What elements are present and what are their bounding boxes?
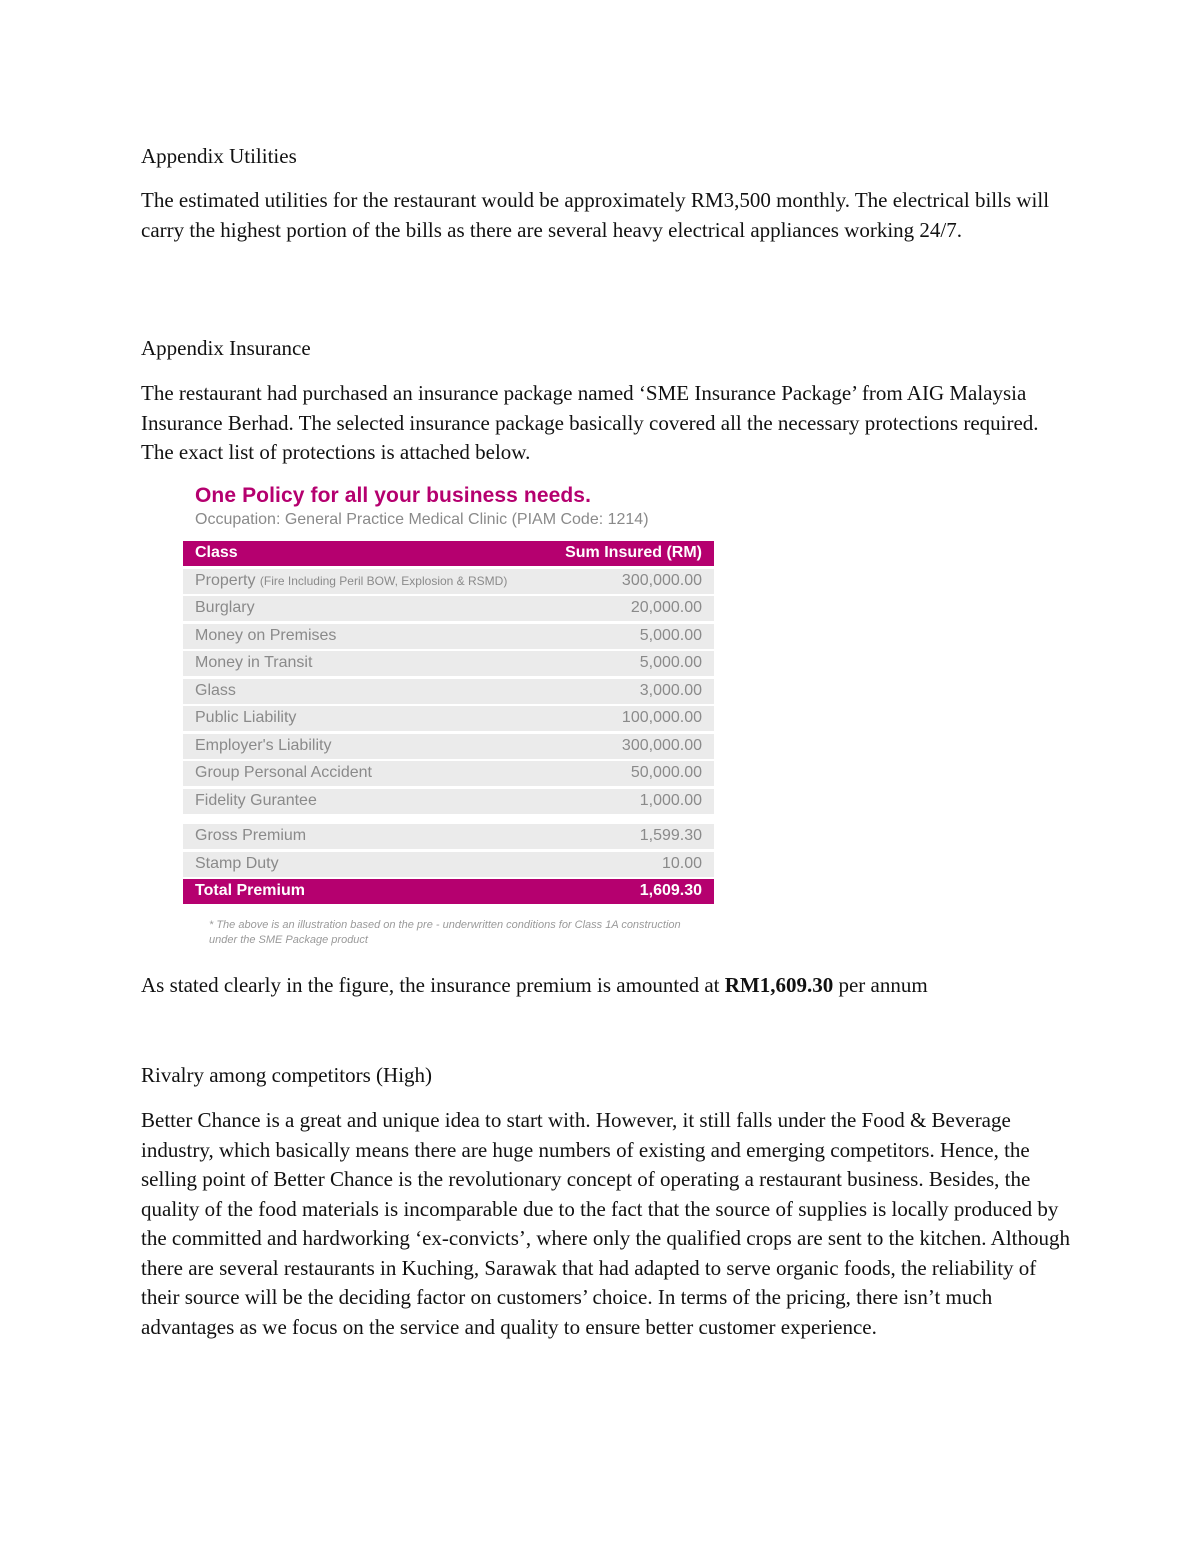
- row-label: Money on Premises: [195, 626, 337, 644]
- insurance-paragraph: The restaurant had purchased an insurance package named ‘SME Insurance Package’ from AIG Malaysia Insurance Berhad. The selected insurance package basically covered all the necessary protections required. The exact list of protections is attached below.: [141, 381, 1039, 464]
- utilities-heading: Appendix Utilities: [141, 144, 297, 168]
- row-value: 20,000.00: [630, 599, 702, 616]
- table-row: [183, 706, 714, 731]
- table-row: [183, 761, 714, 786]
- header-sum-insured: Sum Insured (RM): [565, 544, 702, 561]
- rivalry-heading: Rivalry among competitors (High): [141, 1063, 433, 1087]
- row-label: Stamp Duty: [195, 854, 279, 872]
- row-label: Fidelity Gurantee: [195, 791, 317, 809]
- table-row: [183, 734, 714, 759]
- statement-suffix: per annum: [833, 973, 928, 997]
- row-value: 5,000.00: [639, 654, 702, 671]
- statement-text: As stated clearly in the figure, the insurance premium is amounted at: [141, 973, 725, 997]
- row-value: 300,000.00: [621, 736, 702, 754]
- gross-premium-row: [183, 824, 714, 849]
- row-value: 1,000.00: [639, 791, 702, 809]
- table-header: [183, 541, 714, 566]
- table-row: [183, 679, 714, 704]
- row-value: 5,000.00: [639, 626, 702, 644]
- rivalry-paragraph: Better Chance is a great and unique idea to start with. However, it still falls under the Food & Beverage industry, which basically means there are huge numbers of existing and emerging competitors. Hence, the selling point of Better Chance is the revolutionary concept of operating a restaurant business. Besides, the quality of the food materials is incomparable due to the fact that the source of supplies is locally produced by the committed and hardworking ‘ex-convicts’, where only the qualified crops are sent to the kitchen. Although there are several restaurants in Kuching, Sarawak that had adapted to serve organic foods, the reliability of their source will be the deciding factor on customers’ choice. In terms of the pricing, there isn’t much advantages as we focus on the service and quality to ensure better customer experience.: [141, 1108, 1070, 1339]
- utilities-paragraph: The estimated utilities for the restaurant would be approximately RM3,500 monthly. The electrical bills will carry the highest portion of the bills as there are several heavy electrical appliances working 24/7.: [141, 188, 1050, 242]
- row-label: Group Personal Accident: [195, 764, 372, 781]
- row-label: Burglary: [195, 599, 255, 616]
- table-row: [183, 789, 714, 814]
- total-premium-row: [183, 879, 714, 904]
- insurance-figure: [183, 484, 723, 954]
- stamp-duty-row: [183, 852, 714, 877]
- row-label: Money in Transit: [195, 654, 313, 671]
- table-row: [183, 596, 714, 621]
- figure-subtitle: Occupation: General Practice Medical Clinic (PIAM Code: 1214): [195, 511, 649, 528]
- insurance-table: [183, 541, 714, 907]
- figure-footnote: * The above is an illustration based on the pre - underwritten conditions for Class 1A construction under the SME Package product: [209, 919, 681, 946]
- header-class: Class: [195, 544, 238, 561]
- premium-statement: [141, 971, 1071, 1001]
- row-value: 100,000.00: [621, 709, 702, 726]
- row-value: 3,000.00: [639, 681, 702, 699]
- figure-title: One Policy for all your business needs.: [195, 484, 592, 507]
- insurance-heading: Appendix Insurance: [141, 336, 311, 360]
- row-label: Gross Premium: [195, 827, 307, 844]
- total-label: Total Premium: [195, 882, 305, 899]
- table-row: [183, 651, 714, 676]
- table-row: [183, 569, 714, 594]
- table-row: [183, 624, 714, 649]
- row-value: 300,000.00: [621, 571, 702, 589]
- row-label: Glass: [195, 681, 236, 699]
- row-note: (Fire Including Peril BOW, Explosion & RSMD): [259, 573, 508, 588]
- total-value: 1,609.30: [639, 882, 702, 899]
- row-label: Public Liability: [195, 709, 297, 726]
- row-value: 10.00: [661, 854, 702, 872]
- row-label: Property: [195, 571, 256, 589]
- row-label: Employer's Liability: [195, 736, 332, 754]
- row-value: 1,599.30: [639, 827, 702, 844]
- premium-amount: RM1,609.30: [724, 973, 834, 997]
- row-value: 50,000.00: [630, 764, 702, 781]
